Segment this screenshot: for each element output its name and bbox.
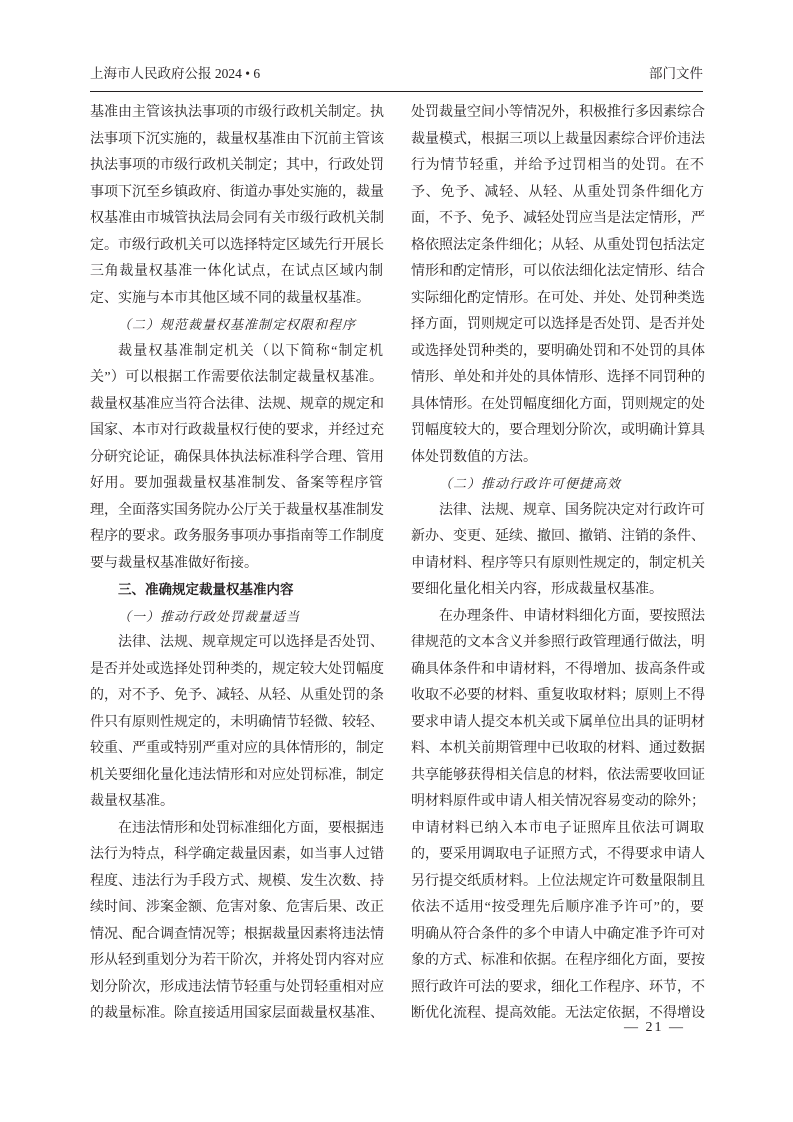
text-line: 要求申请人提交本机关或下属单位出具的证明材	[411, 714, 705, 730]
text-line: 收取不必要的材料、重复收取材料；原则上不得	[411, 688, 705, 703]
text-line: 的，对不予、免予、减轻、从轻、从重处罚的条	[90, 688, 384, 703]
text-line: 定、实施与本市其他区域不同的裁量权基准。	[90, 290, 370, 306]
text-line: 裁量权基准应当符合法律、法规、规章的规定和	[90, 396, 384, 412]
text-line: 裁量模式，根据三项以上裁量因素综合评价违法	[411, 131, 705, 147]
text-line: 三、准确规定裁量权基准内容	[118, 582, 294, 597]
text-line: 关”）可以根据工作需要依法制定裁量权基准。	[90, 370, 383, 385]
text-line: 情形、单处和并处的具体情形、选择不同罚种的	[411, 370, 705, 385]
text-line: 执法事项的市级行政机关制定；其中，行政处罚	[90, 158, 384, 173]
text-line: 法行为特点，科学确定裁量因素，如当事人过错	[90, 847, 384, 862]
text-line: 具体情形。在处罚幅度细化方面，罚则规定的处	[411, 396, 705, 412]
text-line: 料、本机关前期管理中已收取的材料、通过数据	[411, 741, 705, 756]
paragraph	[90, 339, 383, 578]
text-line: 新办、变更、延续、撤回、撤销、注销的条件、	[411, 529, 705, 544]
text-line: 律规范的文本含义并参照行政管理通行做法，明	[411, 635, 705, 650]
left-column	[90, 100, 383, 1028]
text-line: 较重、严重或特别严重对应的具体情形的，制定	[90, 741, 384, 756]
text-line: 实际细化酌定情形。在可处、并处、处罚种类选	[411, 290, 705, 306]
text-line: 象的方式、标准和依据。在程序细化方面，要按	[411, 953, 705, 968]
paragraph	[90, 816, 383, 1028]
text-line: 是否并处或选择处罚种类的，规定较大处罚幅度	[90, 661, 384, 677]
text-line: 分研究论证，确保具体执法标准科学合理、管用	[90, 449, 384, 465]
text-line: 法律、法规、规章规定可以选择是否处罚、	[118, 635, 384, 650]
text-line: 或选择处罚种类的，要明确处罚和不处罚的具体	[411, 343, 705, 359]
text-line: 权基准由市城管执法局会同有关市级行政机关制	[90, 211, 384, 226]
text-line: 好用。要加强裁量权基准制发、备案等程序管	[90, 476, 383, 491]
text-line: 在违法情形和处罚标准细化方面，要根据违	[118, 820, 384, 836]
text-line: 理，全面落实国务院办公厅关于裁量权基准制发	[90, 502, 384, 518]
text-line: 法事项下沉实施的，裁量权基准由下沉前主管该	[90, 131, 384, 147]
text-line: 程度、违法行为手段方式、规模、发生次数、持	[90, 873, 384, 889]
text-line: 三角裁量权基准一体化试点，在试点区域内制	[90, 264, 383, 279]
text-line: （一）推动行政处罚裁量适当	[118, 608, 301, 624]
text-line: 法律、法规、规章、国务院决定对行政许可	[439, 502, 705, 518]
text-line: 格依照法定条件细化；从轻、从重处罚包括法定	[411, 237, 705, 253]
text-line: 申请材料已纳入本市电子证照库且依法可调取	[411, 820, 704, 836]
subsection-heading	[411, 471, 704, 498]
text-line: 程序的要求。政务服务事项办事指南等工作制度	[90, 529, 384, 544]
text-line: 在办理条件、申请材料细化方面，要按照法	[439, 608, 705, 624]
text-line: 予、免予、减轻、从轻、从重处罚条件细化方	[411, 184, 704, 200]
text-line: 另行提交纸质材料。上位法规定许可数量限制且	[411, 873, 705, 889]
text-line: 机关要细化量化违法情形和对应处罚标准，制定	[90, 767, 384, 783]
text-line: 照行政许可法的要求，细化工作程序、环节，不	[411, 979, 705, 995]
text-line: 国家、本市对行政裁量权行使的要求，并经过充	[90, 423, 384, 438]
subsection-heading	[90, 604, 383, 631]
header-rule	[90, 91, 703, 92]
text-line: （二）规范裁量权基准制定权限和程序	[118, 317, 357, 332]
text-line: 裁量权基准。	[90, 794, 174, 809]
text-line: 事项下沉至乡镇政府、街道办事处实施的，裁量	[90, 184, 384, 200]
text-line: 情况、配合调查情况等；根据裁量因素将违法情	[90, 926, 384, 942]
paragraph	[411, 100, 704, 471]
text-line: 确具体条件和申请材料，不得增加、拔高条件或	[411, 661, 705, 677]
text-line: 情形和酌定情形，可以依法细化法定情形、结合	[411, 264, 705, 279]
text-line: 体处罚数值的方法。	[411, 449, 537, 465]
page-number: — 21 —	[624, 1020, 685, 1035]
paragraph	[411, 498, 704, 604]
journal-title: 上海市人民政府公报 2024 • 6	[90, 66, 261, 81]
text-line: 的，要采用调取电子证照方式，不得要求申请人	[411, 847, 705, 862]
paragraph	[90, 100, 383, 312]
text-line: 面，不予、免予、减轻处罚应当是法定情形，严	[411, 211, 705, 226]
subsection-heading	[90, 312, 383, 339]
right-column	[411, 100, 704, 1028]
text-line: 罚幅度较大的，要合理划分阶次，或明确计算具	[411, 423, 705, 438]
text-line: 行为情节轻重，并给予过罚相当的处罚。在不	[411, 158, 704, 173]
text-line: （二）推动行政许可便捷高效	[439, 476, 622, 491]
text-line: 的裁量标准。除直接适用国家层面裁量权基准、	[90, 1006, 384, 1021]
text-line: 择方面，罚则规定可以选择是否处罚、是否并处	[411, 317, 705, 332]
text-line: 要细化量化相关内容，形成裁量权基准。	[411, 582, 663, 597]
section-title: 部门文件	[649, 66, 703, 81]
text-line: 处罚裁量空间小等情况外，积极推行多因素综合	[411, 105, 705, 120]
text-line: 形从轻到重划分为若干阶次，并将处罚内容对应	[90, 953, 384, 968]
text-line: 续时间、涉案金额、危害对象、危害后果、改正	[90, 900, 384, 915]
text-line: 要与裁量权基准做好衔接。	[90, 555, 258, 571]
text-line: 断优化流程、提高效能。无法定依据，不得增设	[411, 1006, 705, 1021]
text-line: 申请材料、程序等只有原则性规定的，制定机关	[411, 555, 705, 571]
text-line: 明材料原件或申请人相关情况容易变动的除外；	[411, 794, 705, 809]
text-line: 定。市级行政机关可以选择特定区域先行开展长	[90, 237, 384, 253]
text-line: 基准由主管该执法事项的市级行政机关制定。执	[90, 105, 384, 120]
text-line: 依法不适用“按受理先后顺序准予许可”的，要	[411, 900, 704, 915]
text-line: 明确从符合条件的多个申请人中确定准予许可对	[411, 926, 705, 942]
paragraph	[90, 630, 383, 816]
section-heading	[90, 577, 383, 604]
paragraph	[411, 604, 704, 1028]
text-line: 共享能够获得相关信息的材料，依法需要收回证	[411, 767, 705, 783]
text-line: 裁量权基准制定机关（以下简称“制定机	[118, 343, 383, 359]
text-line: 划分阶次，形成违法情节轻重与处罚轻重相对应	[90, 979, 384, 995]
text-line: 件只有原则性规定的，未明确情节轻微、较轻、	[90, 714, 384, 730]
